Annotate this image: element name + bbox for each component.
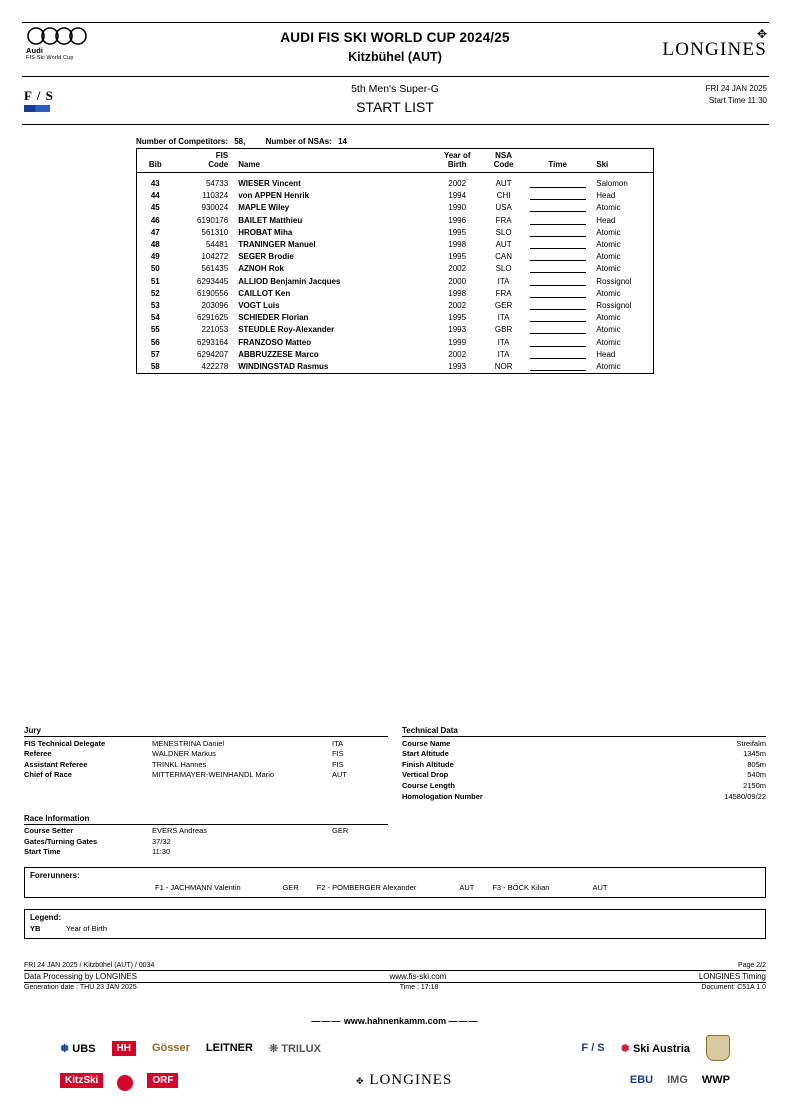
audi-logo	[26, 27, 126, 61]
fis-logo	[24, 88, 84, 112]
footer-page-number: Page 2/2	[737, 962, 766, 969]
nsa-code: ITA	[497, 313, 510, 323]
list-item	[492, 883, 625, 892]
time-blank-line	[530, 228, 586, 237]
technical-data-row	[402, 769, 766, 780]
forerunners-title: Forerunners:	[30, 871, 80, 881]
time-field	[523, 202, 592, 214]
hahnenkamm-url[interactable]: www.hahnenkamm.com	[343, 1016, 447, 1026]
technical-data-row	[402, 737, 766, 748]
sponsor-hh: HH	[112, 1041, 136, 1056]
ski-brand: Atomic	[596, 264, 621, 274]
column-header-nsa	[484, 149, 523, 173]
sponsor-row-2	[24, 1064, 766, 1096]
nsa-code: AUT	[495, 240, 512, 250]
time-field	[523, 312, 592, 324]
technical-data-row	[402, 758, 766, 769]
technical-data-row	[402, 790, 766, 801]
competitors-label: Number of Competitors:	[136, 137, 228, 146]
table-row	[137, 263, 654, 275]
bib-value: 57	[150, 349, 160, 359]
sponsor-trilux-label: TRILUX	[281, 1042, 321, 1055]
event-title-block	[180, 30, 610, 64]
year-of-birth: 2002	[448, 179, 467, 189]
race-date-block	[706, 84, 767, 105]
race-information-row	[24, 825, 388, 836]
athlete-name: CAILLOT Ken	[238, 288, 291, 298]
time-blank-line	[530, 179, 586, 188]
ski-brand: Atomic	[596, 252, 621, 262]
time-blank-line	[530, 203, 586, 212]
forerunner-nsa: AUT	[592, 883, 608, 893]
race-information-title: Race Information	[24, 814, 388, 825]
document-type: START LIST	[356, 99, 434, 115]
dash-right: ———	[448, 1016, 479, 1026]
time-blank-line	[530, 350, 586, 359]
race-information-key: Gates/Turning Gates	[24, 836, 98, 846]
race-information-value: 11:30	[152, 847, 171, 857]
race-start-time: Start Time 11:30	[708, 96, 767, 105]
ski-brand: Head	[596, 349, 616, 359]
footer-data-processing: Data Processing by LONGINES	[24, 972, 137, 981]
footer-row-middle	[24, 971, 766, 982]
fis-code-value: 6291625	[197, 313, 229, 323]
time-blank-line	[530, 301, 586, 310]
race-date: FRI 24 JAN 2025	[705, 84, 767, 93]
footer-generation-date: Generation date : THU 23 JAN 2025	[24, 984, 137, 991]
table-row	[137, 299, 654, 311]
time-field	[523, 287, 592, 299]
table-row	[137, 214, 654, 226]
bib-value: 43	[150, 179, 160, 189]
table-row	[137, 190, 654, 202]
technical-data-key: Finish Altitude	[402, 759, 454, 769]
fis-code-value: 561435	[201, 264, 229, 274]
athlete-name: WINDINGSTAD Rasmus	[238, 361, 329, 371]
column-header-fis-line2: Code	[208, 160, 229, 169]
race-information-nsa	[332, 837, 388, 846]
year-of-birth: 2002	[448, 264, 467, 274]
bib-value: 48	[150, 240, 160, 250]
sponsor-orf: ORF	[147, 1073, 178, 1088]
hahnenkamm-website[interactable]	[24, 1016, 766, 1026]
ski-brand: Atomic	[596, 240, 621, 250]
sponsor-leitner: LEITNER	[205, 1042, 253, 1054]
nsa-code: GER	[494, 300, 513, 310]
fis-code-value: 54733	[205, 179, 229, 189]
fis-code-value: 6293164	[197, 337, 229, 347]
technical-data-key: Vertical Drop	[402, 770, 449, 780]
athlete-name: SEGER Brodie	[238, 252, 294, 262]
nsa-code: GBR	[494, 325, 513, 335]
fis-code-value: 54481	[205, 240, 229, 250]
athlete-name: MAPLE Wiley	[238, 203, 290, 213]
fis-code-value: 104272	[201, 252, 229, 262]
ski-brand: Rossignol	[596, 300, 632, 310]
table-header-row	[137, 149, 654, 173]
year-of-birth: 1994	[448, 191, 467, 201]
race-information-row	[24, 835, 388, 846]
jury-row	[24, 737, 388, 748]
technical-data-panel	[402, 726, 766, 801]
technical-data-key: Course Length	[402, 780, 455, 790]
year-of-birth: 1993	[448, 361, 467, 371]
fis-code-value: 6190176	[197, 215, 229, 225]
time-field	[523, 214, 592, 226]
athlete-name: ABBRUZZESE Marco	[238, 349, 319, 359]
legend-entry	[30, 924, 760, 933]
bib-value: 56	[150, 337, 160, 347]
athlete-name: AZNOH Rok	[238, 264, 284, 274]
time-field	[523, 275, 592, 287]
table-row	[137, 251, 654, 263]
year-of-birth: 1999	[448, 337, 467, 347]
jury-row	[24, 748, 388, 759]
race-name: 5th Men's Super-G	[351, 83, 439, 95]
forerunners-box	[24, 867, 766, 898]
ski-brand: Atomic	[596, 288, 621, 298]
sponsor-ski-austria	[621, 1042, 690, 1055]
legend-value: Year of Birth	[66, 924, 107, 934]
start-list-table	[136, 148, 654, 374]
bib-value: 50	[150, 264, 160, 274]
forerunner-label: F3 - BÖCK Kilian	[492, 883, 550, 893]
table-row	[137, 360, 654, 373]
forerunner-label: F1 - JACHMANN Valentin	[155, 883, 241, 893]
column-header-nsa-line1: NSA	[495, 151, 513, 160]
column-header-bib: Bib	[137, 149, 174, 173]
athlete-name: TRANINGER Manuel	[238, 240, 316, 250]
year-of-birth: 1990	[448, 203, 467, 213]
sponsor-img: IMG	[667, 1074, 688, 1086]
nsa-code: SLO	[495, 264, 512, 274]
athlete-name: WIESER Vincent	[238, 179, 301, 189]
time-field	[523, 251, 592, 263]
table-row	[137, 226, 654, 238]
time-blank-line	[530, 191, 586, 200]
race-information-nsa: GER	[332, 826, 349, 836]
race-information-value: EVERS Andreas	[152, 826, 208, 836]
time-blank-line	[530, 313, 586, 322]
race-header	[180, 83, 610, 115]
year-of-birth: 1995	[448, 227, 467, 237]
sponsor-wwp: WWP	[701, 1074, 730, 1086]
ski-brand: Head	[596, 191, 616, 201]
race-information-key: Course Setter	[24, 826, 74, 836]
nsa-code: USA	[495, 203, 512, 213]
athlete-name: BAILET Matthieu	[238, 215, 303, 225]
jury-panel	[24, 726, 388, 801]
table-row	[137, 312, 654, 324]
nsa-code: NOR	[494, 361, 513, 371]
nsas-value: 14	[338, 137, 347, 146]
column-header-yob-line2: Birth	[447, 160, 467, 169]
forerunner-nsa: GER	[282, 883, 299, 893]
time-field	[523, 263, 592, 275]
race-information-row	[24, 846, 388, 857]
time-blank-line	[530, 252, 586, 261]
athlete-name: VOGT Luis	[238, 300, 280, 310]
column-header-fis-line1: FIS	[215, 151, 229, 160]
bib-value: 52	[150, 288, 160, 298]
ski-brand: Atomic	[596, 361, 621, 371]
race-information-key: Start Time	[24, 847, 61, 857]
fis-code-value: 221053	[201, 325, 229, 335]
ski-brand: Head	[596, 215, 616, 225]
longines-winged-hourglass-icon: ✥	[756, 27, 767, 41]
nsa-code: ITA	[497, 349, 510, 359]
ski-brand: Atomic	[596, 325, 621, 335]
legend-title: Legend:	[30, 913, 62, 923]
column-header-time: Time	[523, 149, 592, 173]
bib-value: 54	[150, 313, 160, 323]
document-footer	[24, 961, 766, 992]
jury-role: Chief of Race	[24, 770, 72, 780]
bib-value: 46	[150, 215, 160, 225]
header-rule-middle	[22, 76, 769, 77]
time-blank-line	[530, 264, 586, 273]
header-rule-top	[22, 22, 769, 23]
longines-wordmark: LONGINES	[662, 39, 767, 60]
time-field	[523, 178, 592, 190]
fis-code-value: 6190556	[197, 288, 229, 298]
time-blank-line	[530, 362, 586, 371]
bib-value: 45	[150, 203, 160, 213]
jury-nsa: AUT	[332, 770, 347, 780]
event-title: AUDI FIS SKI WORLD CUP 2024/25	[280, 30, 510, 45]
sponsor-fis	[581, 1042, 604, 1054]
athlete-name: SCHIEDER Florian	[238, 313, 309, 323]
footer-timing: LONGINES Timing	[698, 972, 766, 981]
nsa-code: CAN	[495, 252, 513, 262]
column-header-yob	[430, 149, 484, 173]
jury-nsa: ITA	[332, 738, 344, 748]
ski-brand: Salomon	[596, 179, 628, 189]
sponsor-fis-label: F / S	[581, 1042, 605, 1054]
fis-code-value: 422278	[201, 361, 229, 371]
jury-name: WALDNER Markus	[152, 749, 216, 759]
athlete-name: STEUDLE Roy-Alexander	[238, 325, 335, 335]
bib-value: 53	[150, 300, 160, 310]
time-field	[523, 226, 592, 238]
sponsor-trilux	[269, 1042, 321, 1055]
table-row	[137, 324, 654, 336]
year-of-birth: 1993	[448, 325, 467, 335]
bib-value: 51	[150, 276, 160, 286]
jury-row	[24, 758, 388, 769]
sponsor-ubs-label: UBS	[72, 1042, 96, 1055]
jury-nsa: FIS	[332, 759, 344, 769]
competitors-value: 58,	[234, 137, 246, 146]
technical-data-value: 540m	[747, 770, 766, 780]
technical-data-key: Homologation Number	[402, 791, 483, 801]
fis-wordmark: F / S	[24, 88, 54, 103]
ski-brand: Atomic	[596, 227, 621, 237]
time-blank-line	[530, 240, 586, 249]
bib-value: 47	[150, 227, 160, 237]
fis-flag-icon	[24, 105, 50, 112]
nsa-code: SLO	[495, 227, 512, 237]
technical-data-title: Technical Data	[402, 726, 766, 737]
sponsor-kitzski: KitzSki	[60, 1073, 103, 1088]
dash-left: ———	[311, 1016, 342, 1026]
year-of-birth: 1995	[448, 313, 467, 323]
sponsor-goesser: Gösser	[151, 1042, 190, 1054]
list-item	[155, 883, 317, 892]
time-field	[523, 238, 592, 250]
table-row	[137, 336, 654, 348]
year-of-birth: 1998	[448, 240, 467, 250]
year-of-birth: 2002	[448, 349, 467, 359]
nsa-code: FRA	[495, 288, 512, 298]
bib-value: 55	[150, 325, 160, 335]
year-of-birth: 2002	[448, 300, 467, 310]
ski-brand: Atomic	[596, 337, 621, 347]
footer-website-fis: www.fis-ski.com	[389, 972, 447, 981]
list-item	[317, 883, 493, 892]
race-information-panel	[24, 814, 388, 857]
jury-row	[24, 769, 388, 780]
column-header-name: Name	[232, 149, 430, 173]
table-row	[137, 202, 654, 214]
column-header-ski: Ski	[592, 149, 653, 173]
jury-name: MITTERMAYER-WEINHANDL Mario	[152, 770, 275, 780]
race-information-value: 37/32	[152, 836, 171, 846]
jury-title: Jury	[24, 726, 388, 737]
fis-code-value: 6293445	[197, 276, 229, 286]
fis-code-value: 110324	[202, 191, 229, 201]
time-field	[523, 336, 592, 348]
sponsor-bars	[24, 1032, 766, 1096]
jury-name: MENESTRINA Daniel	[152, 738, 225, 748]
ski-brand: Atomic	[596, 203, 621, 213]
athlete-name: FRANZOSO Matteo	[238, 337, 312, 347]
footer-row-top	[24, 961, 766, 970]
star-icon: ❊	[268, 1042, 279, 1055]
footer-race-ref: FRI 24 JAN 2025 / Kitzbühel (AUT) / 0034	[24, 962, 155, 969]
jury-nsa: FIS	[332, 749, 344, 759]
table-row	[137, 287, 654, 299]
sponsor-row-1	[24, 1032, 766, 1064]
nsa-code: ITA	[497, 276, 510, 286]
sponsor-ubs	[60, 1042, 96, 1055]
table-row	[137, 238, 654, 250]
time-blank-line	[530, 216, 586, 225]
table-row	[137, 275, 654, 287]
time-field	[523, 348, 592, 360]
athlete-name: ALLIOD Benjamin Jacques	[238, 276, 341, 286]
longines-logo	[662, 27, 767, 61]
ski-austria-mark-icon: ❅	[620, 1042, 630, 1055]
audi-sublabel: FIS Ski World Cup	[26, 55, 74, 61]
fis-code-value: 6294207	[197, 349, 229, 359]
fis-code-value: 930024	[201, 203, 229, 213]
nsa-code: ITA	[497, 337, 510, 347]
legend-key: YB	[30, 924, 41, 934]
time-field	[523, 190, 592, 202]
year-of-birth: 2000	[448, 276, 467, 286]
time-field	[523, 324, 592, 336]
footer-generation-time: Time : 17:18	[399, 984, 439, 991]
header-rule-bottom	[22, 124, 769, 125]
athlete-name: von APPEN Henrik	[238, 191, 310, 201]
footer-document-id: Document: C51A 1.0	[701, 984, 766, 991]
nsa-code: AUT	[495, 179, 512, 189]
gams-badge-icon	[706, 1035, 730, 1061]
forerunners-list	[30, 883, 760, 892]
time-field	[523, 360, 592, 373]
year-of-birth: 1995	[448, 252, 467, 262]
ski-brand: Atomic	[596, 313, 621, 323]
bib-value: 58	[150, 361, 160, 371]
jury-role: Assistant Referee	[24, 759, 88, 769]
bib-value: 49	[150, 252, 160, 262]
time-blank-line	[530, 325, 586, 334]
jury-role: Referee	[24, 749, 52, 759]
fis-code-value: 203096	[201, 300, 229, 310]
column-header-yob-line1: Year of	[443, 151, 471, 160]
nsa-code: FRA	[495, 215, 512, 225]
footer-row-bottom	[24, 983, 766, 992]
event-location: Kitzbühel (AUT)	[348, 50, 442, 64]
technical-data-value: 14580/09/22	[724, 791, 766, 801]
technical-data-value: 805m	[747, 759, 766, 769]
technical-data-key: Start Altitude	[402, 749, 449, 759]
technical-data-value: 2150m	[743, 780, 766, 790]
athlete-name: HROBAT Miha	[238, 227, 293, 237]
table-row	[137, 178, 654, 190]
sponsor-circle-icon	[117, 1075, 133, 1091]
time-field	[523, 299, 592, 311]
technical-data-value: 1345m	[743, 749, 766, 759]
column-header-fis-code	[174, 149, 233, 173]
sponsor-ski-austria-label: Ski Austria	[632, 1042, 690, 1055]
technical-data-value: Streifalm	[736, 738, 766, 748]
column-header-nsa-line2: Code	[493, 160, 514, 169]
ski-brand: Rossignol	[596, 276, 632, 286]
year-of-birth: 1996	[448, 215, 467, 225]
sponsor-longines-label: LONGINES	[369, 1071, 453, 1088]
snowflake-icon: ❅	[60, 1042, 70, 1055]
sponsor-ebu: EBU	[629, 1074, 654, 1086]
sponsor-longines	[356, 1072, 452, 1089]
table-row	[137, 348, 654, 360]
forerunner-nsa: AUT	[459, 883, 475, 893]
longines-winged-hourglass-small-icon: ✥	[356, 1075, 365, 1086]
nsas-label: Number of NSAs:	[265, 137, 332, 146]
technical-data-row	[402, 779, 766, 790]
year-of-birth: 1998	[448, 288, 467, 298]
technical-data-row	[402, 748, 766, 759]
time-blank-line	[530, 289, 586, 298]
info-sections	[24, 726, 766, 939]
nsa-code: CHI	[496, 191, 511, 201]
fis-code-value: 561310	[201, 227, 229, 237]
competitor-counts	[136, 137, 365, 146]
audi-rings-icon	[26, 27, 98, 45]
forerunner-label: F2 - POMBERGER Alexander	[316, 883, 417, 893]
audi-label: Audi	[26, 46, 44, 55]
bib-value: 44	[150, 191, 160, 201]
technical-data-key: Course Name	[402, 738, 451, 748]
time-blank-line	[530, 277, 586, 286]
jury-role: FIS Technical Delegate	[24, 738, 106, 748]
race-information-nsa	[332, 847, 388, 856]
time-blank-line	[530, 338, 586, 347]
legend-box	[24, 909, 766, 939]
jury-name: TRINKL Hannes	[152, 759, 207, 769]
